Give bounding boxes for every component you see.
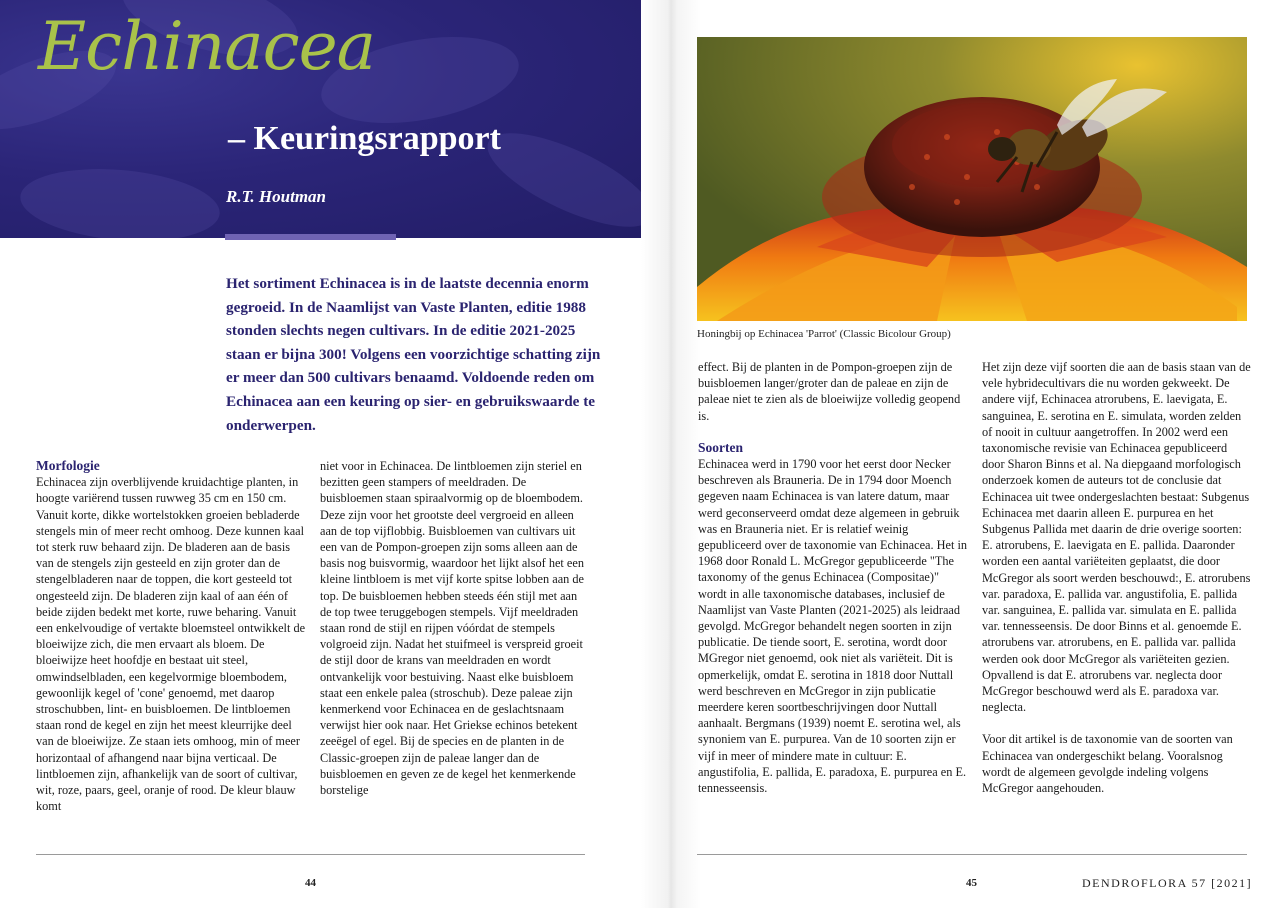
right-column-2 (982, 359, 1252, 796)
footer-rule (36, 854, 585, 855)
author-name: R.T. Houtman (226, 187, 326, 206)
right-column-1 (698, 359, 970, 796)
article-subtitle: – Keuringsrapport (228, 120, 501, 157)
photo-caption: Honingbij op Echinacea 'Parrot' (Classic Bicolour Group) (697, 328, 951, 340)
left-column-1 (36, 458, 306, 814)
body-text: Voor dit artikel is de taxonomie van de soorten van Echinacea van ondergeschikt belang. Vooralsnog wordt de algemeen gevolgde indeling volgens McGregor aangehouden. (982, 732, 1233, 796)
intro-paragraph: Het sortiment Echinacea is in de laatste decennia enorm gegroeid. In de Naamlijst van Vaste Planten, editie 1988 stonden slechts negen cultivars. In de editie 2021-2025 staan er bijna 300! Volgens een voorzichtige schatting zijn er meer dan 500 cultivars benaamd. Voldoende reden om Echinacea aan een keuring op sier- en gebruikswaarde te onderwerpen. (226, 275, 601, 434)
left-column-2 (320, 458, 588, 798)
page-number: 44 (305, 877, 316, 889)
accent-bar (225, 234, 396, 240)
section-heading-soorten: Soorten (698, 439, 743, 455)
flower-illustration (697, 37, 1247, 321)
page-gutter (641, 0, 701, 908)
page-number: 45 (966, 877, 977, 889)
section-heading-morfologie: Morfologie (36, 458, 100, 473)
bee-on-echinacea-photo (697, 37, 1247, 321)
body-text: niet voor in Echinacea. De lintbloemen zijn steriel en bezitten geen stampers of meeldraden. De buisbloemen staan spiraalvormig op de bloembodem. Deze zijn voor het grootste deel vergroeid en alleen aan de top vijflobbig. Buisbloemen van cultivars uit een van de Pompon-groepen zijn soms alleen aan de basis nog buisvormig, waardoor het lijkt alsof het een kleine lintbloem is met vijf korte spitse lobben aan de top. De buisbloemen hebben steeds één stijl met aan de top twee teruggebogen stempels. Vijf meeldraden staan rond de stijl en rijpen vóórdat de stempels volgroeid zijn. Nadat het stuifmeel is verspreid groeit de stijl door de krans van meeldraden en wordt ontvankelijk voor bestuiving. Naast elke buisbloem staat een enkele palea (stroschub). Deze paleae zijn kenmerkend voor Echinacea en de geslachtsnaam verwijst hier ook naar. Het Griekse echinos betekent zeeëgel of egel. Bij de species en de planten in de Classic-groepen zijn de paleae langer dan de buisbloemen en geven ze de kegel het kenmerkende borstelige (320, 459, 584, 798)
body-text: Het zijn deze vijf soorten die aan de basis staan van de vele hybridecultivars die nu worden gekweekt. De andere vijf, Echinacea atrorubens, E. laevigata, E. sanguinea, E. serotina en E. simulata, worden zelden of nooit in cultuur aangetroffen. In 2002 werd een taxonomische revisie van Echinacea gepubliceerd door Sharon Binns et al. Na diepgaand morfologisch onderzoek komen de auteurs tot de conclusie dat Echinacea uit twee ondergeslachten bestaat: Subgenus Echinacea met daarin alleen E. purpurea en het Subgenus Pallida met daarin de drie overige soorten: E. atrorubens, E. laevigata en E. pallida. Daaronder worden een aantal variëteiten geplaatst, die door McGregor als soort werden beschouwd:, E. atrorubens var. paradoxa, E. pallida var. angustifolia, E. pallida var. sanguinea, E. pallida var. simulata en E. pallida var. tennesseensis. De door Binns et al. genoemde E. atrorubens var. atrorubens, en E. pallida var. pallida werden ook door McGregor als variëteiten gezien. Opvallend is dat E. atrorubens var. neglecta door McGregor beschouwd werd als E. paradoxa var. neglecta. (982, 360, 1251, 715)
body-text: Echinacea zijn overblijvende kruidachtige planten, in hoogte variërend tussen ruwweg 35 cm en 150 cm. Vanuit korte, dikke wortelstokken groeien bebladerde stengels min of meer recht omhoog. Deze kunnen kaal tot sterk ruw behaard zijn. De bladeren aan de basis van de stengels zijn gesteeld en zijn groter dan de stengelbladeren naar de toppen, die kort gesteeld tot ongesteeld zijn. De bladeren zijn kaal of aan één of beide zijden bedekt met korte, ruwe beharing. Vanuit een enkelvoudige of vertakte bloemsteel ontwikkelt de bloeiwijze zich, die men ervaart als bloem. De bloeiwijze heet hoofdje en bestaat uit steel, omwindselbladen, een kegelvormige bloembodem, gewoonlijk kegel of 'cone' genoemd, met daarop stroschubben, lint- en buisbloemen. De lintbloemen staan rond de kegel en zijn het meest kleurrijke deel van de bloeiwijze. Ze staan iets omhoog, min of meer horizontaal of afhangend naar bijna verticaal. De lintbloemen zijn, afhankelijk van de soort of cultivar, wit, roze, paars, geel, oranje of rood. De kleur blauw komt (36, 475, 306, 814)
header-band (0, 0, 641, 238)
body-text: Echinacea werd in 1790 voor het eerst door Necker beschreven als Brauneria. De in 1794 door Moench gegeven naam Echinacea is van latere datum, maar werd geconserveerd omdat deze algemeen in gebruik was en Brauneria niet. Er is relatief weinig gepubliceerd over de taxonomie van Echinacea. Het in 1968 door Ronald L. McGregor gepubliceerde "The taxonomy of the genus Echinacea (Compositae)" wordt in alle taxonomische databases, inclusief de Naamlijst van Vaste Planten (2021-2025) als leidraad gevolgd. McGregor behandelt negen soorten in zijn publicatie. De tiende soort, E. serotina, wordt door MGregor niet genoemd, ook niet als variëteit. Dit is opmerkelijk, omdat E. serotina in 1818 door Nuttall werd beschreven en McGregor in zijn publicatie meerdere keren soortbeschrijvingen door Nuttall aanhaalt. Bergmans (1939) noemt E. serotina wel, als synoniem van E. purpurea. Van de 10 soorten zijn er vijf in meer of mindere mate in cultuur: E. angustifolia, E. pallida, E. paradoxa, E. purpurea en E. tennesseensis. (698, 457, 968, 796)
footer-rule (697, 854, 1247, 855)
journal-footer: DENDROFLORA 57 [2021] (1082, 876, 1253, 890)
body-text: effect. Bij de planten in de Pompon-groepen zijn de buisbloemen langer/groter dan de paleae en zijn de paleae niet te zien als de bloeiwijze volledig geopend is. (698, 360, 961, 423)
article-title: Echinacea (38, 8, 375, 85)
